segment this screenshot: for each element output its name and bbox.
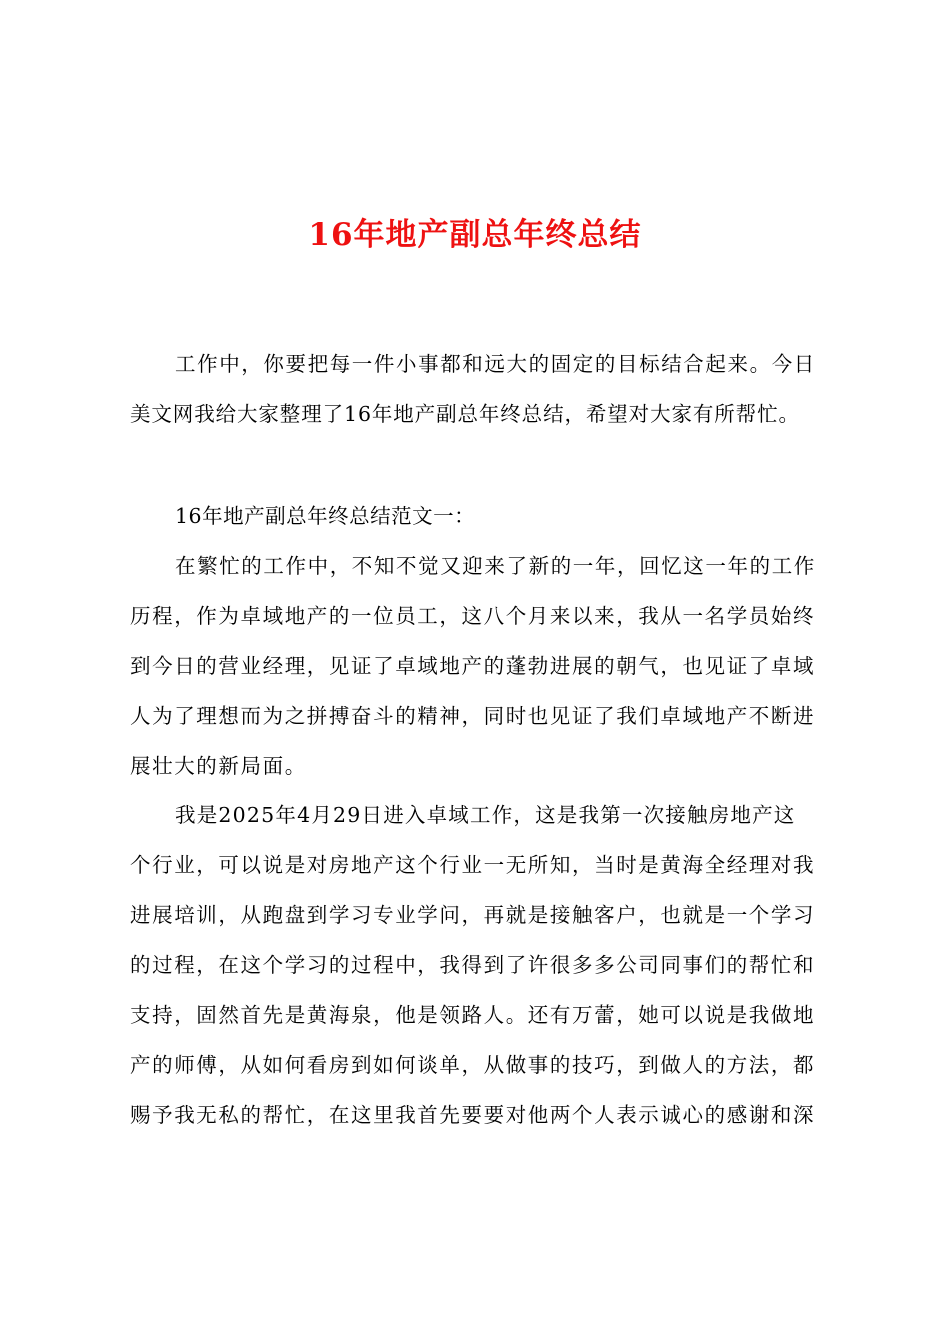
- paragraph-line: 赐予我无私的帮忙，在这里我首先要要对他两个人表示诚心的感谢和深: [130, 1103, 816, 1127]
- paragraph-line: 的过程，在这个学习的过程中，我得到了许很多多公司同事们的帮忙和: [130, 953, 816, 977]
- paragraph-line: 到今日的营业经理，见证了卓域地产的蓬勃进展的朝气，也见证了卓域: [130, 654, 816, 678]
- paragraph-line: 进展培训，从跑盘到学习专业学问，再就是接触客户，也就是一个学习: [130, 903, 816, 927]
- paragraph-line: 个行业，可以说是对房地产这个行业一无所知，当时是黄海全经理对我: [130, 853, 816, 877]
- section-subheading: [130, 491, 830, 541]
- paragraph-line: 展壮大的新局面。: [130, 754, 307, 778]
- intro-line: 工作中，你要把每一件小事都和远大的固定的目标结合起来。今日: [175, 352, 816, 376]
- document-title: 16年地产副总年终总结: [308, 217, 642, 253]
- intro-line: 美文网我给大家整理了16年地产副总年终总结，希望对大家有所帮忙。: [130, 402, 800, 426]
- paragraph-line: 产的师傅，从如何看房到如何谈单，从做事的技巧，到做人的方法，都: [130, 1053, 816, 1077]
- paragraph-line: 历程，作为卓域地产的一位员工，这八个月来以来，我从一名学员始终: [130, 604, 816, 628]
- paragraph-line: 支持，固然首先是黄海泉，他是领路人。还有万蕾，她可以说是我做地: [130, 1003, 816, 1027]
- body-paragraph-1: [130, 541, 830, 791]
- paragraph-line: 我是2025年4月29日进入卓域工作，这是我第一次接触房地产这: [175, 803, 796, 827]
- body-paragraph-2: [130, 790, 830, 1140]
- subheading-text: 16年地产副总年终总结范文一：: [175, 504, 476, 528]
- paragraph-line: 在繁忙的工作中，不知不觉又迎来了新的一年，回忆这一年的工作: [175, 554, 816, 578]
- paragraph-line: 人为了理想而为之拼搏奋斗的精神，同时也见证了我们卓域地产不断进: [130, 704, 816, 728]
- intro-paragraph: [130, 339, 830, 439]
